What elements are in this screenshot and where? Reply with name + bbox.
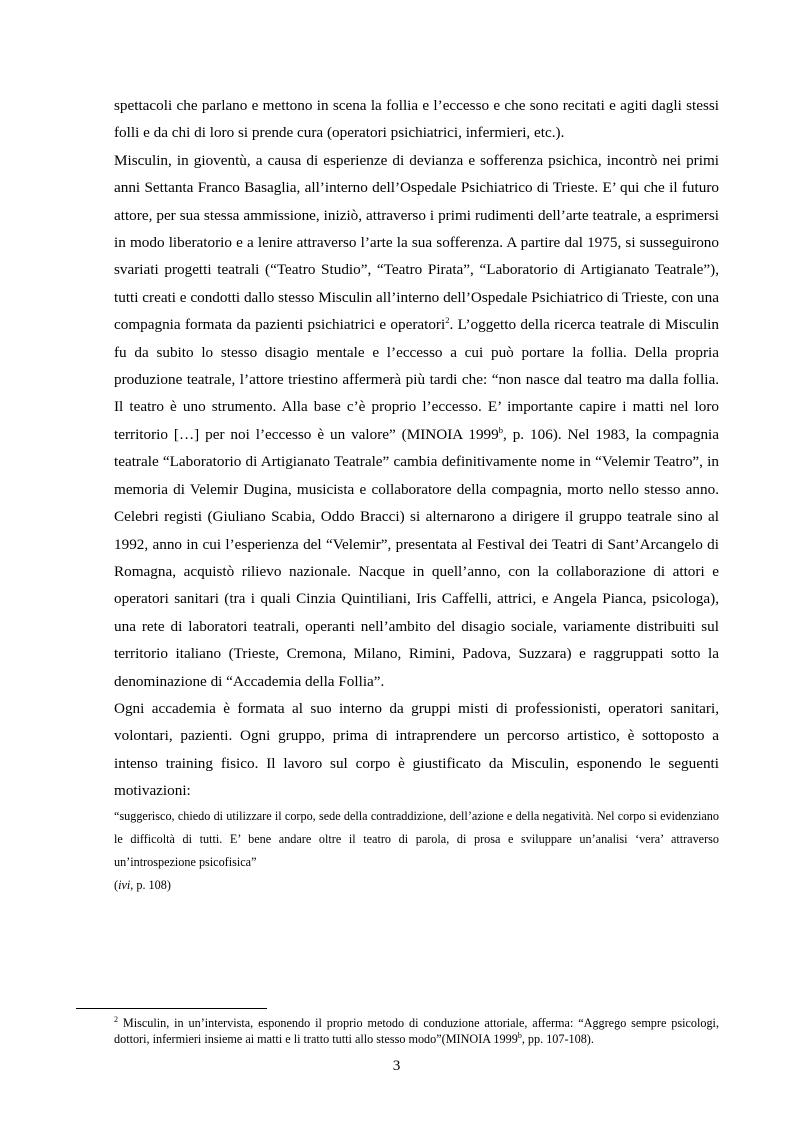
main-text <box>114 92 719 897</box>
page-number: 3 <box>392 1057 401 1074</box>
paragraph-misculin-part3: , p. 106). Nel 1983, la compagnia teatrale “Laboratorio di Artigianato Teatrale” cambia definitivamente nome in “Velemir Teatro”, in memoria di Velemir Dugina, musicista e collaboratore della compagnia, morto nello stesso anno. Celebri registi (Giuliano Scabia, Oddo Bracci) si alternarono a dirigere il gruppo teatrale sino al 1992, anno in cui l’esperienza del “Velemir”, presentata al Festival dei Teatri di Sant’Arcangelo di Romagna, acquistò rilievo nazionale. Nacque in quell’anno, con la collaborazione di attori e operatori sanitari (tra i quali Cinzia Quintiliani, Iris Caffelli, attrici, e Angela Pianca, psicologa), una rete di laboratori teatrali, operanti nell’ambito del disagio sociale, variamente distribuiti sul territorio italiano (Trieste, Cremona, Milano, Rimini, Padova, Suzzara) e raggruppati sotto la denominazione di “Accademia della Follia”. <box>114 425 719 690</box>
paragraph-misculin-part1: Misculin, in gioventù, a causa di esperienze di devianza e sofferenza psichica, incontrò nei primi anni Settanta Franco Basaglia, all’interno dell’Ospedale Psichiatrico di Trieste. E’ qui che il futuro attore, per sua stessa ammissione, iniziò, attraverso i primi rudimenti dell’arte teatrale, a esprimersi in modo liberatorio e a lenire attraverso l’arte la sua sofferenza. A partire dal 1975, si susseguirono svariati progetti teatrali (“Teatro Studio”, “Teatro Pirata”, “Laboratorio di Artigianato Teatrale”), tutti creati e condotti dallo stesso Misculin all’interno dell’Ospedale Psichiatrico di Trieste, con una compagnia formata da pazienti psichiatrici e operatori <box>114 151 719 334</box>
footnote-2 <box>114 1016 719 1047</box>
quote-citation <box>114 874 719 897</box>
paragraph-misculin <box>114 147 719 695</box>
paragraph-misculin-part2: . L’oggetto della ricerca teatrale di Misculin fu da subito lo stesso disagio mentale e l’eccesso a cui può portare la follia. Della propria produzione teatrale, l’attore triestino affermerà più tardi che: “non nasce dal teatro ma dalla follia. Il teatro è uno strumento. Alla base c’è proprio l’eccesso. E’ importante capire i matti nel loro territorio […] per noi l’eccesso è un valore” (MINOIA 1999 <box>114 316 719 443</box>
block-quote: “suggerisco, chiedo di utilizzare il corpo, sede della contraddizione, dell’azione e della negatività. Nel corpo si evidenziano le difficoltà di tutti. E’ bene andare oltre il teatro di parola, di prosa e sviluppare un’analisi ‘vera’ attraverso un’introspezione psicofisica” <box>114 808 719 869</box>
citation-open: ( <box>114 877 119 892</box>
footnote-mark: 2 <box>114 1014 118 1024</box>
footnote-superscript-b: b <box>517 1030 522 1040</box>
citation-ivi: ivi <box>118 877 131 892</box>
citation-superscript-b: b <box>498 424 503 435</box>
footnote-text-b: , pp. 107-108). <box>521 1031 594 1046</box>
footnote-separator <box>76 1008 267 1009</box>
footnote-text-a: Misculin, in un’intervista, esponendo il proprio metodo di conduzione attoriale, afferma: “Aggrego sempre psicologi, dottori, infermieri insieme ai matti e li tratto tutti allo stesso modo”(MINOIA 1999 <box>114 1016 719 1046</box>
paragraph-accademia: Ogni accademia è formata al suo interno da gruppi misti di professionisti, operatori sanitari, volontari, pazienti. Ogni gruppo, prima di intraprendere un percorso artistico, è sottoposto a intenso training fisico. Il lavoro sul corpo è giustificato da Misculin, esponendo le seguenti motivazioni: <box>114 699 719 800</box>
citation-rest: , p. 108) <box>130 877 171 892</box>
footnote-ref-2[interactable]: 2 <box>445 315 450 326</box>
paragraph-continuation: spettacoli che parlano e mettono in scena la follia e l’eccesso e che sono recitati e agiti dagli stessi folli e da chi di loro si prende cura (operatori psichiatrici, infermieri, etc.). <box>114 97 719 142</box>
